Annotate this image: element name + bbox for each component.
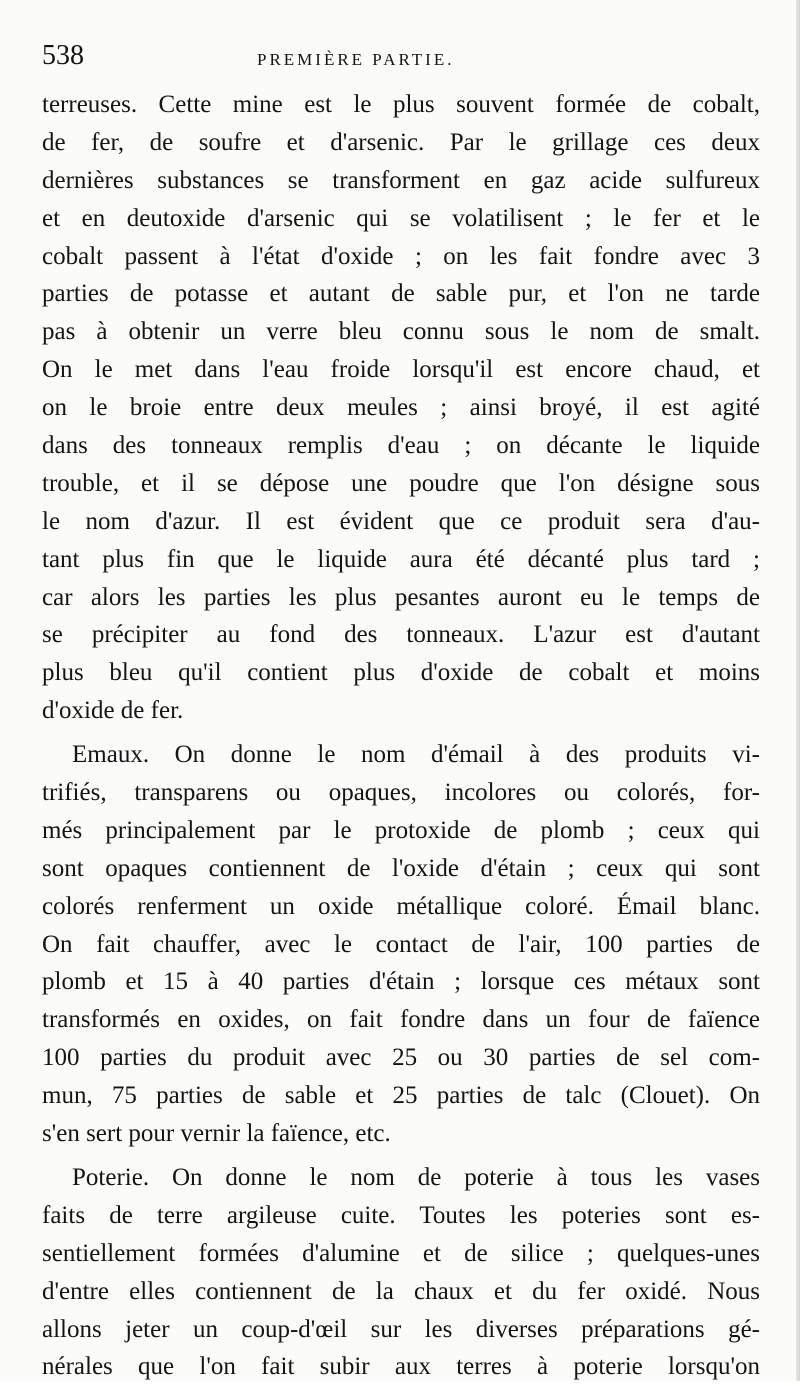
text-line: allons jeter un coup-d'œil sur les diverses préparations gé- [42, 1315, 760, 1343]
text-line: on le broie entre deux meules ; ainsi broyé, il est agité [42, 394, 760, 422]
running-head: PREMIÈRE PARTIE. [257, 50, 455, 69]
text-line: On fait chauffer, avec le contact de l'air, 100 parties de [42, 930, 760, 958]
text-line: de fer, de soufre et d'arsenic. Par le grillage ces deux [42, 128, 760, 156]
paragraph-emaux [42, 736, 760, 1153]
text-line: sont opaques contiennent de l'oxide d'étain ; ceux qui sont [42, 854, 760, 882]
text-line: d'oxide de fer. [42, 697, 184, 725]
text-line: cobalt passent à l'état d'oxide ; on les fait fondre avec 3 [42, 242, 760, 270]
text-line: trifiés, transparens ou opaques, incolores ou colorés, for- [42, 779, 760, 807]
text-line: colorés renferment un oxide métallique coloré. Émail blanc. [42, 892, 760, 920]
page-edge-shadow [796, 0, 800, 1381]
text-line: pas à obtenir un verre bleu connu sous le nom de smalt. [42, 318, 760, 346]
text-line: faits de terre argileuse cuite. Toutes les poteries sont es- [42, 1201, 760, 1229]
text-line: dernières substances se transforment en gaz acide sulfureux [42, 166, 760, 194]
text-line: 100 parties du produit avec 25 ou 30 parties de sel com- [42, 1044, 760, 1072]
text-line: s'en sert pour vernir la faïence, etc. [42, 1120, 391, 1148]
paragraph-poterie [42, 1159, 760, 1386]
text-line: mun, 75 parties de sable et 25 parties de talc (Clouet). On [42, 1082, 760, 1110]
text-line: tant plus fin que le liquide aura été décanté plus tard ; [42, 545, 760, 573]
page-header [42, 40, 762, 80]
text-line: Poterie. On donne le nom de poterie à tous les vases [72, 1163, 760, 1191]
text-line: On le met dans l'eau froide lorsqu'il est encore chaud, et [42, 356, 760, 384]
text-line: plus bleu qu'il contient plus d'oxide de cobalt et moins [42, 659, 760, 687]
text-line: Emaux. On donne le nom d'émail à des produits vi- [72, 741, 760, 769]
text-line: parties de potasse et autant de sable pur, et l'on ne tarde [42, 280, 760, 308]
text-line: trouble, et il se dépose une poudre que l'on désigne sous [42, 469, 760, 497]
text-line: le nom d'azur. Il est évident que ce produit sera d'au- [42, 507, 760, 535]
paragraph-cobalt [42, 86, 760, 730]
page-number: 538 [42, 40, 84, 71]
text-line: nérales que l'on fait subir aux terres à poterie lorsqu'on [42, 1353, 760, 1381]
text-line: et en deutoxide d'arsenic qui se volatilisent ; le fer et le [42, 204, 760, 232]
body-text [42, 86, 760, 1386]
text-line: plomb et 15 à 40 parties d'étain ; lorsque ces métaux sont [42, 968, 760, 996]
text-line: dans des tonneaux remplis d'eau ; on décante le liquide [42, 432, 760, 460]
text-line: car alors les parties les plus pesantes auront eu le temps de [42, 583, 760, 611]
text-line: transformés en oxides, on fait fondre dans un four de faïence [42, 1006, 760, 1034]
text-line: terreuses. Cette mine est le plus souvent formée de cobalt, [42, 91, 760, 118]
text-line: d'entre elles contiennent de la chaux et du fer oxidé. Nous [42, 1277, 760, 1305]
text-line: sentiellement formées d'alumine et de silice ; quelques-unes [42, 1239, 760, 1267]
text-line: més principalement par le protoxide de plomb ; ceux qui [42, 816, 760, 844]
text-line: se précipiter au fond des tonneaux. L'azur est d'autant [42, 621, 760, 649]
